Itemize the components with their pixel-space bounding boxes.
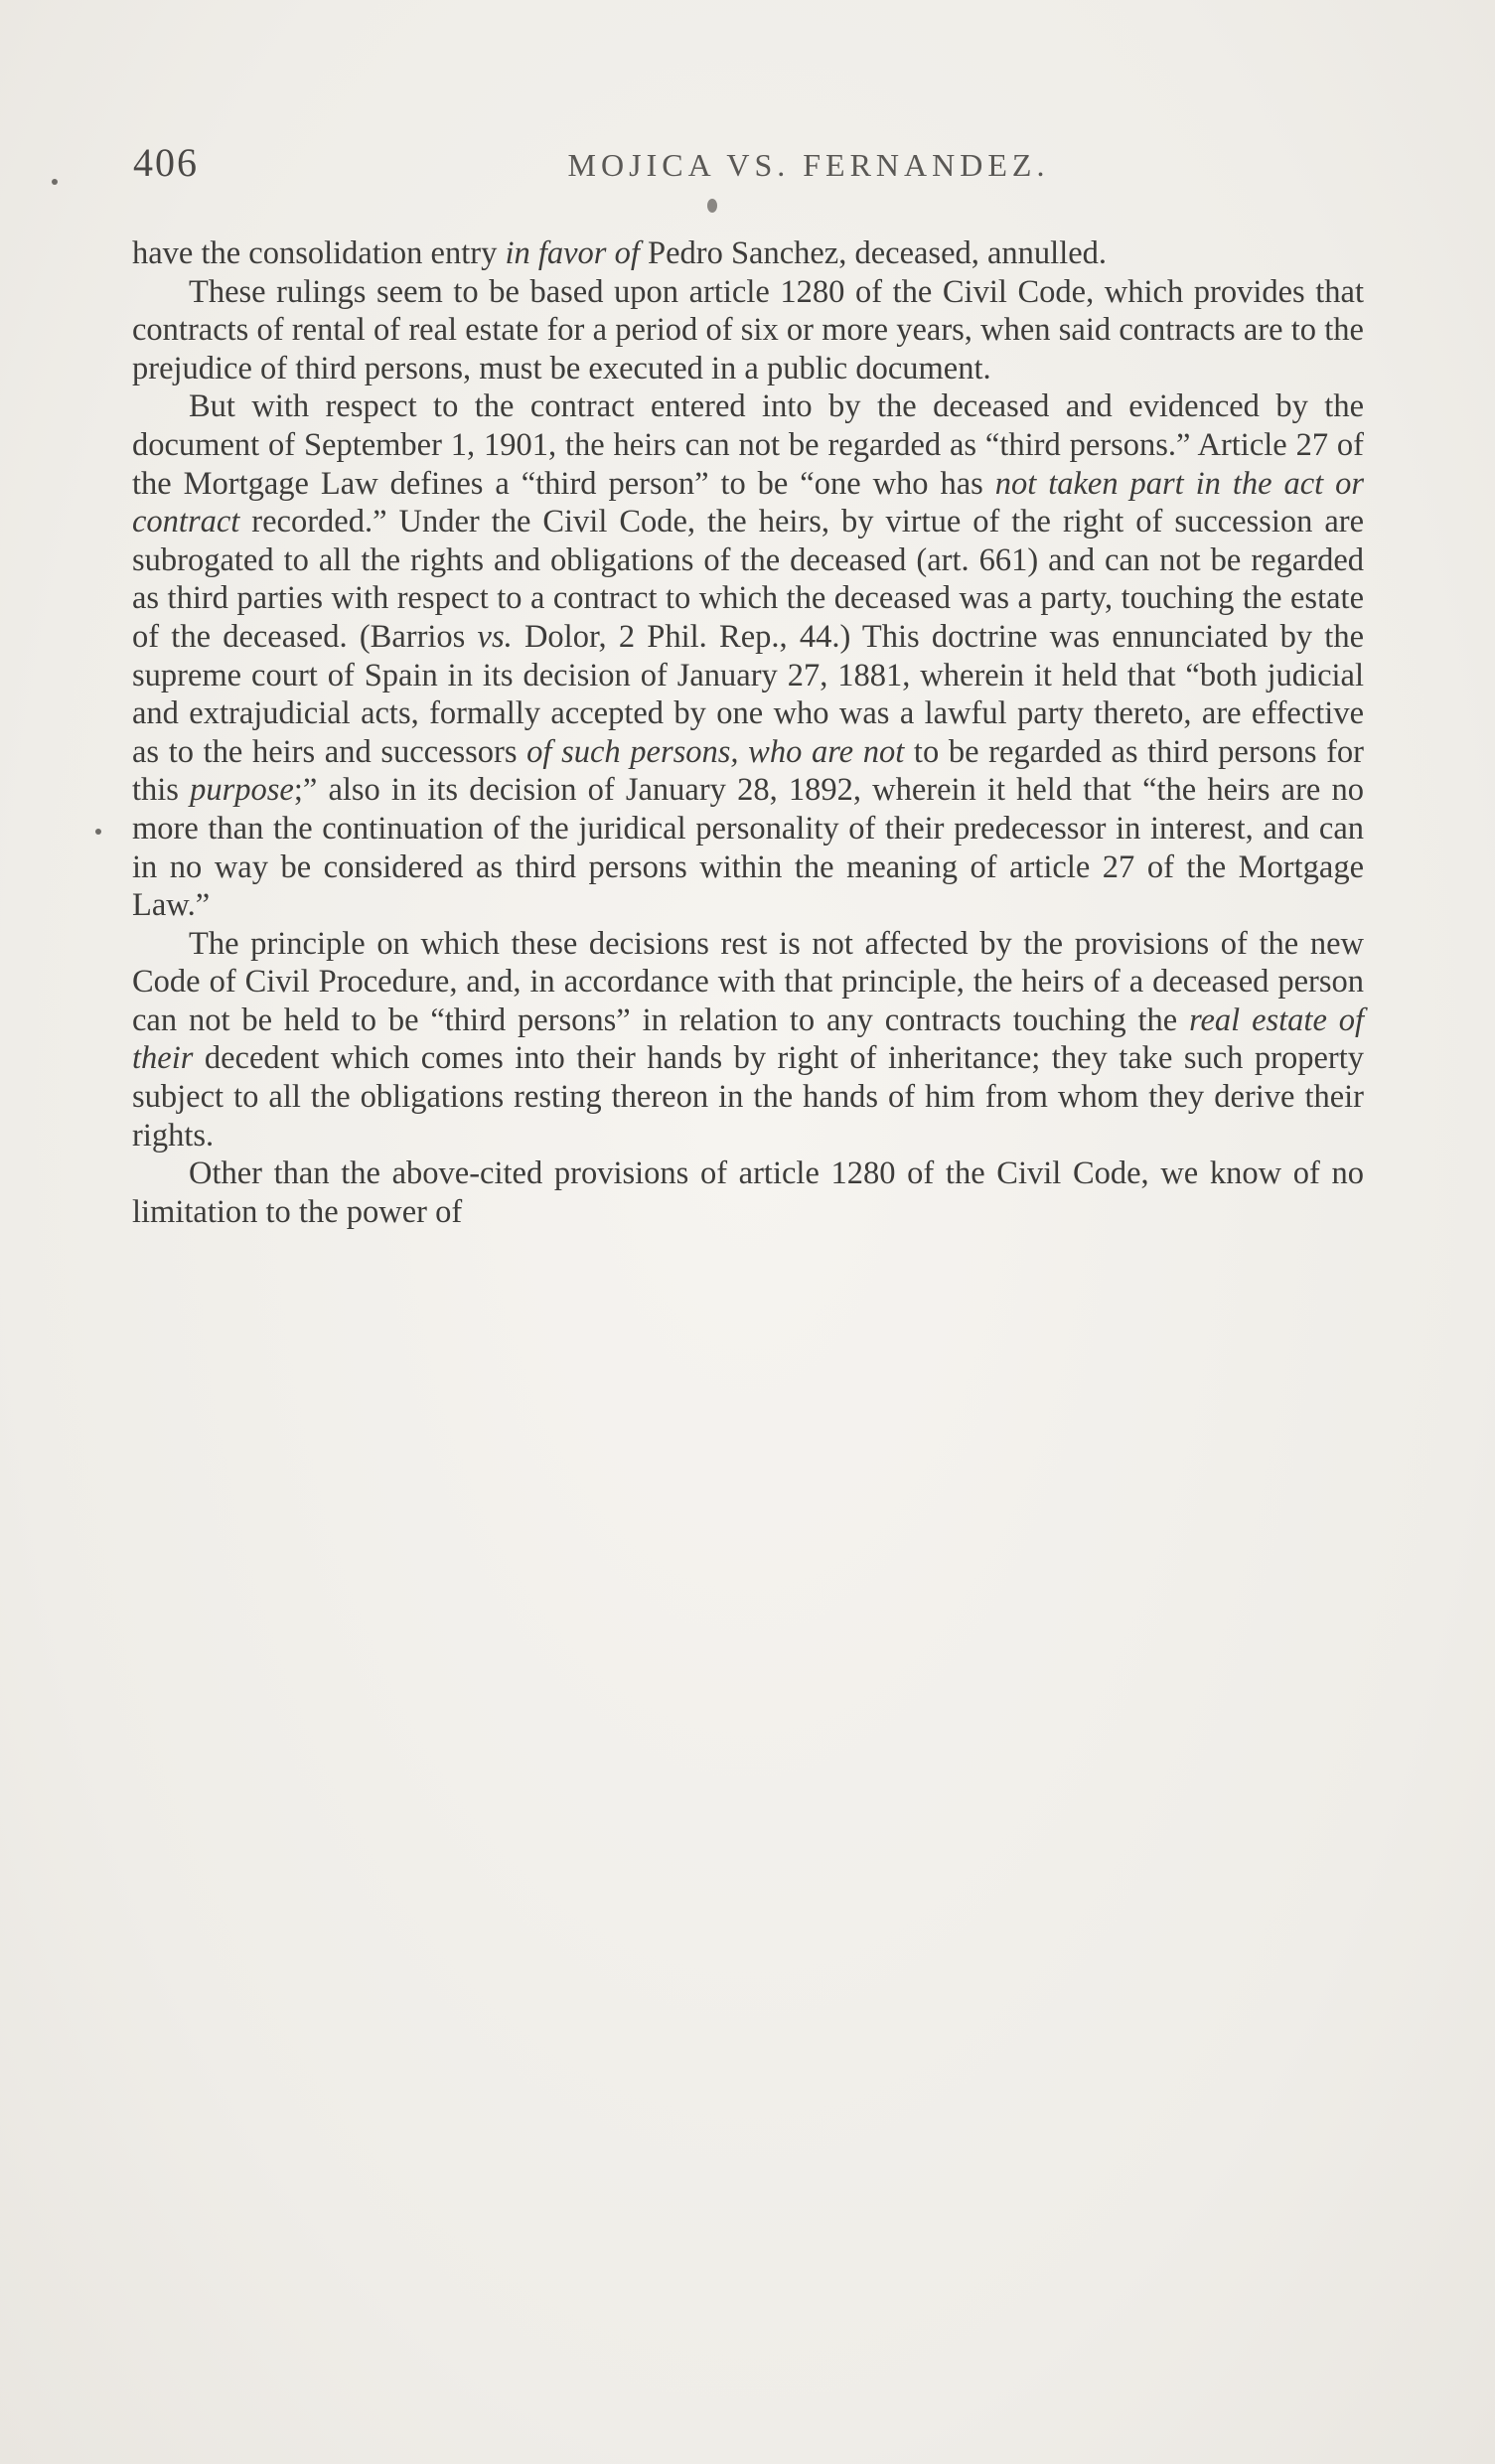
running-head: MOJICA VS. FERNANDEZ. (567, 147, 1050, 183)
text-run: decedent which comes into their hands by right of inheritance; they take such property subject to all the obligations resting thereon in the hands of him from whom they derive their rights. (132, 1040, 1364, 1154)
paragraph (132, 273, 1364, 388)
body-text (132, 234, 1364, 1231)
italic-text-run: vs. (477, 618, 513, 655)
page-header (133, 139, 1365, 189)
text-run: recorded.” Under the Civil Code, the heirs, by virtue of the right of succession are subrogated to all the rights and obligations of the deceased (art. 661) and can not be regarded as third parties with respect to a contract to which the deceased was a party, touching the estate of the deceased. (Barrios (132, 504, 1364, 655)
text-run: Dolor, 2 Phil. Rep., 44.) This doctrine was ennunciated by the supreme court of Spain in its decision of January 27, 1881, wherein it held that “both judicial and extrajudicial acts, formally accepted by one who was a lawful party thereto, are effective as to the heirs and successors (132, 618, 1364, 770)
paragraph (132, 234, 1364, 273)
paragraph (132, 1155, 1364, 1231)
ornament-mark (707, 199, 717, 213)
text-run: to be regarded as third persons for this (132, 733, 1364, 809)
italic-text-run: of such persons, who are not (526, 733, 905, 770)
paragraph (132, 387, 1364, 924)
paragraph (132, 925, 1364, 1155)
text-run: ;” also in its decision of January 28, 1892, wherein it held that “the heirs are no more than the continuation of the juridical personality of their predecessor in interest, and can in no way be considered as third persons within the meaning of article 27 of the Mortgage Law.” (132, 772, 1364, 924)
text-run: Other than the above-cited provisions of article 1280 of the Civil Code, we know of no limitation to the power of (132, 1155, 1364, 1230)
text-run: But with respect to the contract entered into by the deceased and evidenced by the document of September 1, 1901, the heirs can not be regarded as “third persons.” Article 27 of the Mortgage Law defines a “third person” to be “one who has (132, 388, 1364, 502)
italic-text-run: purpose (190, 772, 294, 809)
margin-speck (95, 829, 101, 835)
italic-text-run: real estate of their (132, 1001, 1365, 1077)
italic-text-run: not taken part in the act or contract (132, 465, 1364, 540)
text-run: These rulings seem to be based upon article 1280 of the Civil Code, which provides that contracts of rental of real estate for a period of six or more years, when said contracts are to the prejudice of third persons, must be executed in a public document. (132, 273, 1364, 386)
italic-text-run: in favor of (505, 235, 640, 271)
text-run: have the consolidation entry (132, 235, 506, 271)
text-run: The principle on which these decisions rest is not affected by the provisions of the new Code of Civil Procedure, and, in accordance with that principle, the heirs of a deceased person can not be held to be “third persons” in relation to any contracts touching the (132, 925, 1364, 1038)
text-run: Pedro Sanchez, deceased, annulled. (639, 235, 1108, 271)
margin-speck (52, 179, 58, 185)
page-number: 406 (133, 140, 199, 185)
